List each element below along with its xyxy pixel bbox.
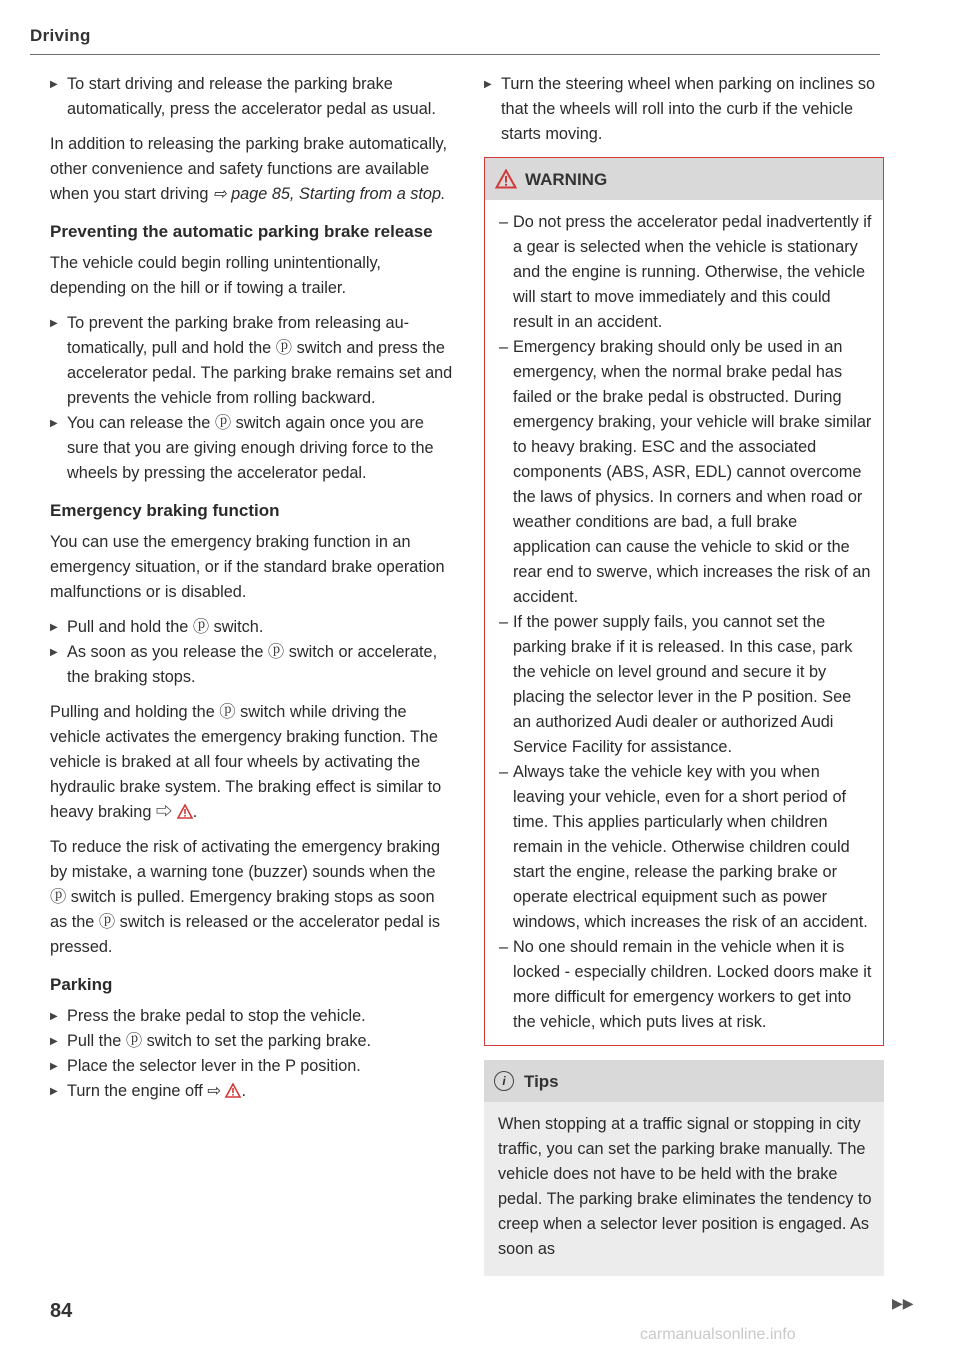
tips-text: When stopping at a traffic signal or stopping in city traffic, you can set the parking brake manually. The vehicle does not have to be held with the brake pedal. The parking brake eliminates the tendency to creep when a selector lever position is engaged. As soon as (498, 1115, 872, 1258)
parking-steps (50, 1004, 454, 1104)
page-header (30, 26, 880, 55)
warning-item: – Emergency braking should only be used in an emergency, when the normal brake pedal has failed or the brake pedal is obstructed. During emergency braking, your vehicle will brake similar to heavy braking. ESC and the associated components (ABS, ASR, EDL) cannot overcome the laws of physics. In corners and when road or weather conditions are bad, a full brake application can cause the vehicle to skid or the rear end to swerve, which increases the risk of an accident. (495, 335, 873, 610)
warning-header (485, 158, 883, 200)
prevent-steps (50, 311, 454, 486)
section-title: Driving (30, 26, 91, 45)
paragraph: The vehicle could begin rolling unintentionally, depending on the hill or if towing a trailer. (50, 254, 381, 297)
list-item: ▶ Place the selector lever in the P position. (50, 1054, 454, 1079)
paragraph (50, 132, 454, 207)
tips-box (484, 1060, 884, 1276)
paragraph: You can use the emergency braking function in an emergency situation, or if the standard brake operation malfunctions or is disabled. (50, 533, 445, 601)
tips-title: Tips (524, 1071, 559, 1091)
page-reference-link[interactable]: ⇨ page 85, Starting from a stop. (212, 185, 446, 203)
warning-item: – Do not press the accelerator pedal inadvertently if a gear is selected when the vehicle is stationary and the engine is running. Otherwise, the vehicle will start to move immediately and this could result in an accident. (495, 210, 873, 335)
list-item: ▶ Press the brake pedal to stop the vehicle. (50, 1004, 454, 1029)
warning-box (484, 157, 884, 1046)
tips-header (484, 1060, 884, 1102)
list-item: ▶ As soon as you release the ⓟ switch or accelerate, the braking stops. (50, 640, 454, 690)
paragraph-text: In addition to releasing the parking brake automatically, other convenience and safety functions are available when you start driving (50, 135, 448, 203)
warning-item: – No one should remain in the vehicle when it is locked - especially children. Locked doors make it more difficult for emergency workers to get into the vehicle, which puts lives at risk. (495, 935, 873, 1035)
list-item-text: Turn the engine off ⇨ (67, 1082, 226, 1100)
list-item: ▶ To prevent the parking brake from releasing automatically, pull and hold the ⓟ switch and press the accelerator pedal. The parking brake remains set and prevents the vehicle from rolling backward. (50, 311, 454, 411)
incline-steps (484, 72, 884, 147)
list-item: ▶ You can release the ⓟ switch again once you are sure that you are giving enough driving force to the wheels by pressing the accelerator pedal. (50, 411, 454, 486)
warning-triangle-icon (495, 169, 517, 189)
warning-item: – If the power supply fails, you cannot set the parking brake if it is released. In this case, park the vehicle on level ground and secure it by placing the selector lever in the P position. See an authorized Audi dealer or authorized Audi Service Facility for assistance. (495, 610, 873, 760)
warning-item: – Always take the vehicle key with you when leaving your vehicle, even for a short period of time. This applies particularly when children remain in the vehicle. Otherwise children could start the engine, release the parking brake or operate electrical equipment such as power windows, which increases the risk of an accident. (495, 760, 873, 935)
warning-triangle-icon[interactable] (177, 804, 193, 819)
left-column (50, 72, 454, 1114)
list-item: ▶ Pull and hold the ⓟ switch. (50, 615, 454, 640)
paragraph: Pulling and holding the ⓟ switch while driving the vehicle activates the emergency braking function. The vehicle is braked at all four wheels by activating the hydraulic brake system. The braking effect is similar to heavy braking ⇨ . (50, 703, 442, 821)
paragraph: To reduce the risk of activating the emergency braking by mistake, a warning tone (buzzer) sounds when the ⓟ switch is pulled. Emergency braking stops as soon as the ⓟ switch is released or the accelerator pedal is pressed. (50, 838, 441, 956)
list-item: ▶ To start driving and release the parking brake automatically, press the accelerator pedal as usual. (50, 72, 454, 122)
warning-body (485, 200, 883, 1045)
warning-title: WARNING (525, 169, 608, 189)
paragraph-text: Pulling and holding the ⓟ switch while driving the vehicle activates the emergency braking function. The vehicle is braked at all four wheels by activating the hydraulic brake system. The braking effect is similar to heavy braking ⇨ (50, 703, 442, 821)
list-item: ▶ Pull the ⓟ switch to set the parking brake. (50, 1029, 454, 1054)
list-item: ▶ Turn the steering wheel when parking on inclines so that the wheels will roll into the curb if the vehicle starts moving. (484, 72, 884, 147)
heading-emergency-braking: Emergency braking function (50, 501, 280, 520)
start-driving-steps (50, 72, 454, 122)
heading-prevent-release: Preventing the automatic parking brake release (50, 222, 433, 241)
warning-triangle-icon[interactable] (225, 1083, 241, 1098)
continue-arrow-icon: ▶▶ (892, 1295, 914, 1311)
heading-parking: Parking (50, 975, 113, 994)
list-item: ▶ Turn the engine off ⇨ . (50, 1079, 454, 1104)
watermark: carmanualsonline.info (640, 1326, 796, 1343)
emergency-steps (50, 615, 454, 690)
info-icon: i (494, 1071, 514, 1091)
right-column (484, 72, 884, 1276)
page-number: 84 (50, 1300, 73, 1322)
tips-body (484, 1102, 884, 1276)
